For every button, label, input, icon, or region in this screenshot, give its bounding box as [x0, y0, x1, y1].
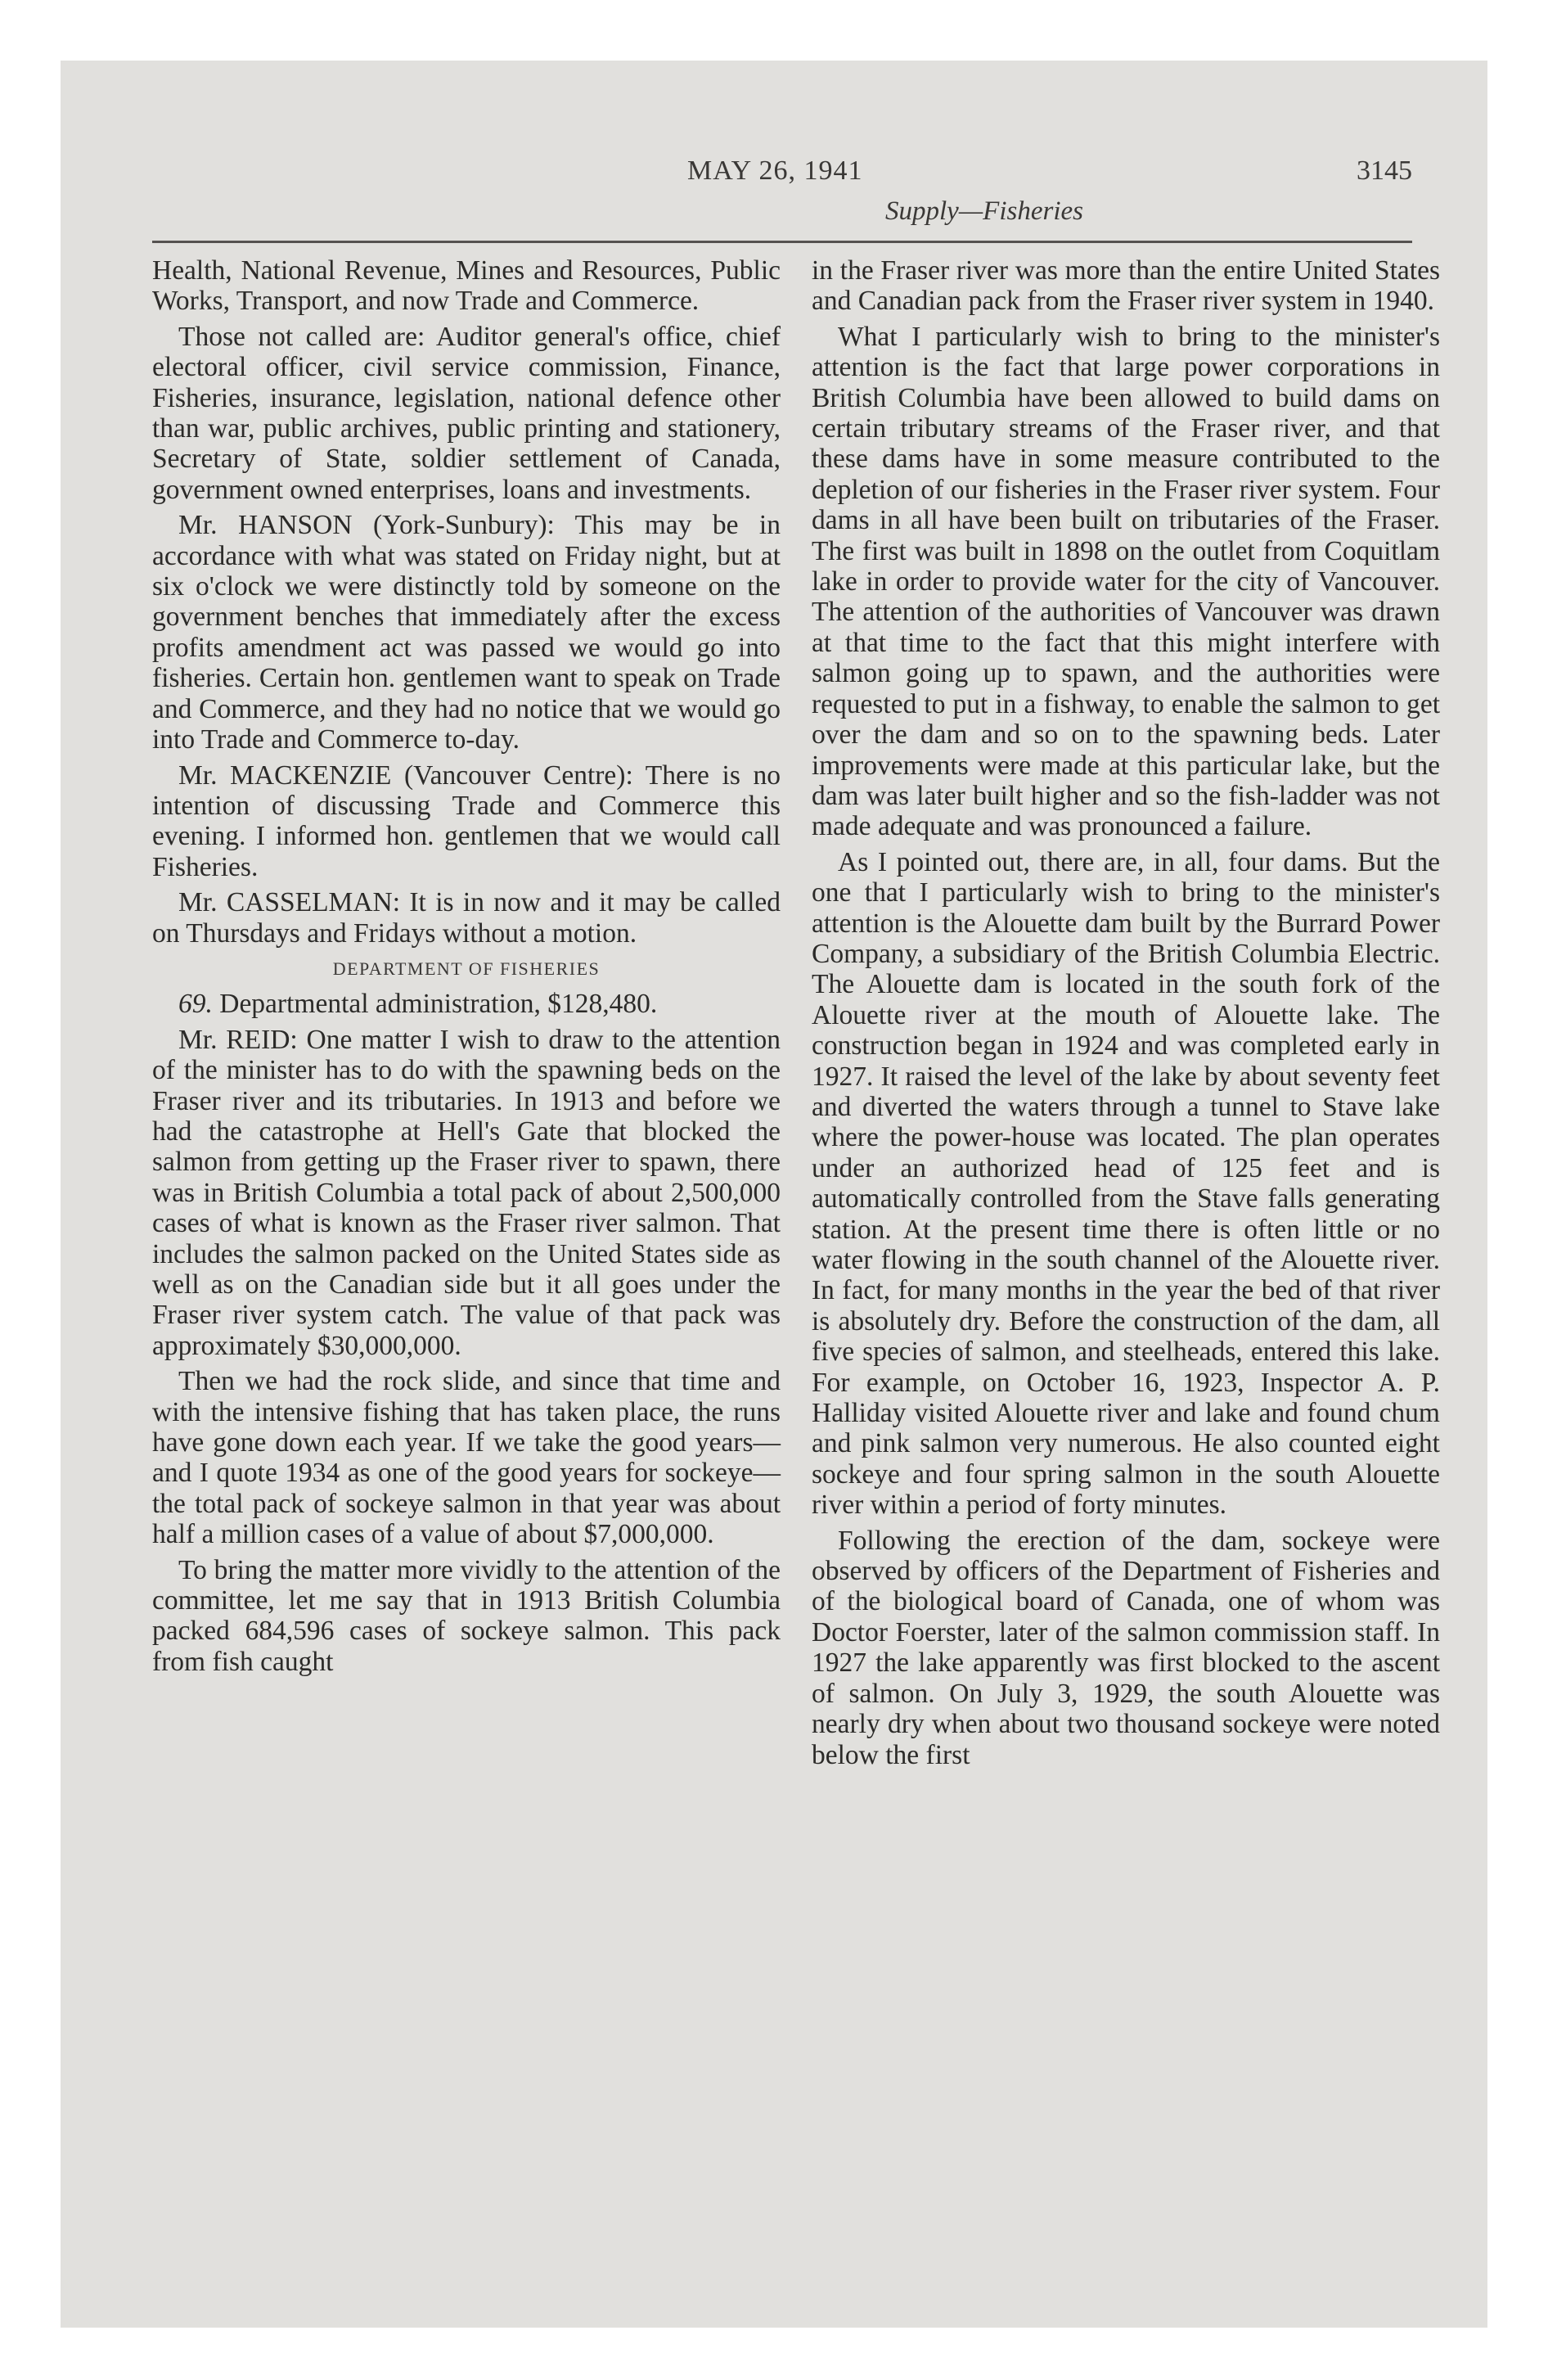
paragraph: Those not called are: Auditor general's office, chief electoral officer, civil service commission, Finance, Fisheries, insurance, legislation, national defence other than war, public archives, public printing and stationery, Secretary of State, soldier settlement of Canada, government owned enterprises, loans and investments.	[152, 321, 781, 505]
paragraph: What I particularly wish to bring to the minister's attention is the fact that large power corporations in British Columbia have been allowed to build dams on certain tributary streams of the Fraser river, and that these dams have in some measure contributed to the depletion of our fisheries in the Fraser river system. Four dams in all have been built on tributaries of the Fraser. The first was built in 1898 on the outlet from Coquitlam lake in order to provide water for the city of Vancouver. The attention of the authorities of Vancouver was drawn at that time to the fact that this might interfere with salmon going up to spawn, and the authorities were requested to put in a fishway, to enable the salmon to get over the dam and so on to the spawning beds. Later improvements were made at this particular lake, but the dam was later built higher and so the fish-ladder was not made adequate and was pronounced a failure.	[812, 321, 1440, 842]
paragraph: Health, National Revenue, Mines and Resources, Public Works, Transport, and now Trade and Commerce.	[152, 255, 781, 317]
section-title: Supply—Fisheries	[885, 196, 1083, 226]
vote-item-number: 69.	[178, 989, 213, 1020]
department-heading: DEPARTMENT OF FISHERIES	[332, 958, 601, 979]
right-column	[812, 255, 1440, 1775]
running-header	[152, 156, 1412, 246]
paragraph: As I pointed out, there are, in all, four dams. But the one that I particularly wish to bring to the minister's attention is the Alouette dam built by the Burrard Power Company, a subsidiary of the British Columbia Electric. The Alouette dam is located in the south fork of the Alouette river at the mouth of Alouette lake. The construction began in 1924 and was completed early in 1927. It raised the level of the lake by about seventy feet and diverted the waters through a tunnel to Stave lake where the power-house was located. The plan operates under an authorized head of 125 feet and is automatically controlled from the Stave falls generating station. At the present time there is often little or no water flowing in the south channel of the Alouette river. In fact, for many months in the year the bed of that river is absolutely dry. Before the construction of the dam, all five species of salmon, and steelheads, entered this lake. For example, on October 16, 1923, Inspector A. P. Halliday visited Alouette river and lake and found chum and pink salmon very numerous. He also counted eight sockeye and four spring salmon in the south Alouette river within a period of forty minutes.	[812, 846, 1440, 1521]
paragraph: Mr. CASSELMAN: It is in now and it may be called on Thursdays and Fridays without a motion.	[152, 887, 781, 949]
vote-item	[152, 989, 781, 1019]
paragraph: Mr. HANSON (York-Sunbury): This may be in accordance with what was stated on Friday night, but at six o'clock we were distinctly told by someone on the government benches that immediately after the excess profits amendment act was passed we would go into fisheries. Certain hon. gentlemen want to speak on Trade and Commerce, and they had no notice that we would go into Trade and Commerce to-day.	[152, 510, 781, 755]
paragraph: To bring the matter more vividly to the attention of the committee, let me say that in 1913 British Columbia packed 684,596 cases of sockeye salmon. This pack from fish caught	[152, 1554, 781, 1677]
header-date: MAY 26, 1941	[687, 156, 863, 186]
vote-item-text: Departmental administration, $128,480.	[219, 989, 658, 1020]
left-column	[152, 255, 781, 1682]
paragraph: Mr. MACKENZIE (Vancouver Centre): There is no intention of discussing Trade and Commerce this evening. I informed hon. gentlemen that we would call Fisheries.	[152, 760, 781, 882]
header-rule	[152, 241, 1412, 243]
page-number: 3145	[1357, 156, 1412, 186]
paragraph: in the Fraser river was more than the entire United States and Canadian pack from the Fraser river system in 1940.	[812, 255, 1440, 317]
paragraph: Mr. REID: One matter I wish to draw to the attention of the minister has to do with the spawning beds on the Fraser river and its tributaries. In 1913 and before we had the catastrophe at Hell's Gate that blocked the salmon from getting up the Fraser river to spawn, there was in British Columbia a total pack of about 2,500,000 cases of what is known as the Fraser river salmon. That includes the salmon packed on the United States side as well as on the Canadian side but it all goes under the Fraser river system catch. The value of that pack was approximately $30,000,000.	[152, 1024, 781, 1361]
paragraph: Then we had the rock slide, and since that time and with the intensive fishing that has taken place, the runs have gone down each year. If we take the good years—and I quote 1934 as one of the good years for sockeye—the total pack of sockeye salmon in that year was about half a million cases of a value of about $7,000,000.	[152, 1366, 781, 1550]
paragraph: Following the erection of the dam, sockeye were observed by officers of the Department of Fisheries and of the biological board of Canada, one of whom was Doctor Foerster, later of the salmon commission staff. In 1927 the lake apparently was first blocked to the ascent of salmon. On July 3, 1929, the south Alouette was nearly dry when about two thousand sockeye were noted below the first	[812, 1525, 1440, 1770]
